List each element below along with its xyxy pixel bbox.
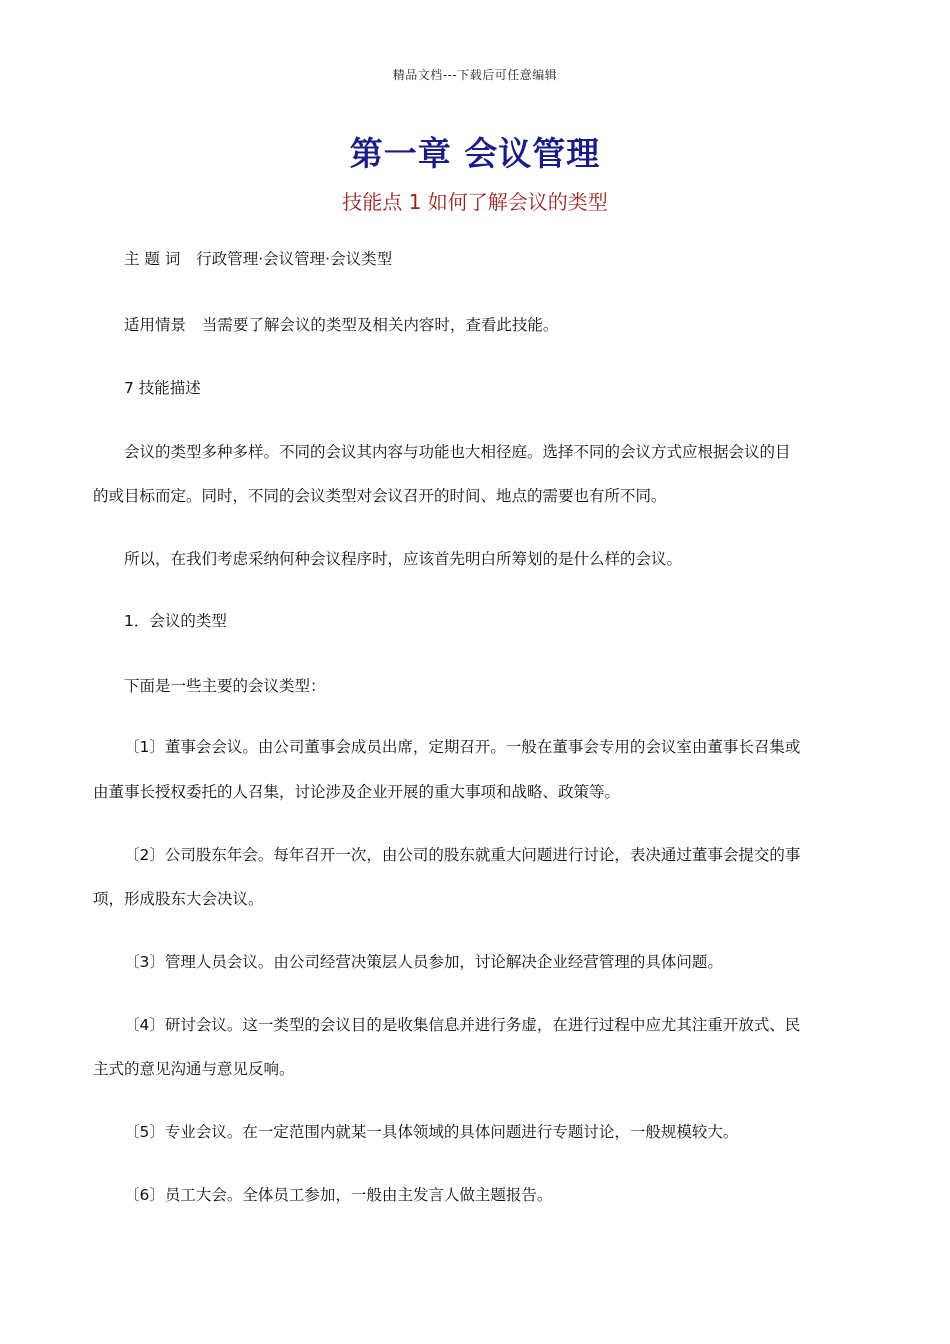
keywords-label: 主 题 词 — [124, 250, 181, 268]
keywords-line — [124, 247, 392, 269]
list-item-2-line-1: 〔2〕公司股东年会。每年召开一次，由公司的股东就重大问题进行讨论，表决通过董事会提交的事 — [124, 846, 801, 864]
list-item-4-line-2: 主式的意见沟通与意见反响。 — [93, 1060, 295, 1078]
section1-heading: 1．会议的类型 — [124, 612, 227, 630]
therefore-para: 所以，在我们考虑采纳何种会议程序时，应该首先明白所筹划的是什么样的会议。 — [124, 550, 683, 568]
list-item-6-line-1: 〔6〕员工大会。全体员工参加，一般由主发言人做主题报告。 — [124, 1186, 553, 1204]
skill-title: 技能点 1 如何了解会议的类型 — [342, 190, 608, 214]
list-item-2-line-2: 项，形成股东大会决议。 — [93, 890, 264, 908]
skill-desc-heading: 7 技能描述 — [124, 379, 201, 397]
scenario-line — [124, 313, 558, 335]
list-intro: 下面是一些主要的会议类型： — [124, 677, 326, 695]
scenario-value: 当需要了解会议的类型及相关内容时，查看此技能。 — [201, 316, 559, 334]
list-item-5-line-1: 〔5〕专业会议。在一定范围内就某一具体领域的具体问题进行专题讨论，一般规模较大。 — [124, 1123, 739, 1141]
header-note: 精品文档---下载后可任意编辑 — [392, 68, 558, 82]
intro-para-line-1: 会议的类型多种多样。不同的会议其内容与功能也大相径庭。选择不同的会议方式应根据会议的目 — [124, 443, 791, 461]
list-item-3-line-1: 〔3〕管理人员会议。由公司经营决策层人员参加，讨论解决企业经营管理的具体问题。 — [124, 953, 723, 971]
scenario-label: 适用情景 — [124, 316, 187, 334]
list-item-4-line-1: 〔4〕研讨会议。这一类型的会议目的是收集信息并进行务虚，在进行过程中应尤其注重开放式、民 — [124, 1016, 801, 1034]
list-item-1-line-2: 由董事长授权委托的人召集，讨论涉及企业开展的重大事项和战略、政策等。 — [93, 783, 621, 801]
keywords-value: 行政管理·会议管理·会议类型 — [196, 250, 393, 268]
chapter-title: 第一章 会议管理 — [349, 134, 601, 173]
intro-para-line-2: 的或目标而定。同时，不同的会议类型对会议召开的时间、地点的需要也有所不同。 — [93, 487, 667, 505]
list-item-1-line-1: 〔1〕董事会会议。由公司董事会成员出席，定期召开。一般在董事会专用的会议室由董事长召集或 — [124, 738, 801, 756]
